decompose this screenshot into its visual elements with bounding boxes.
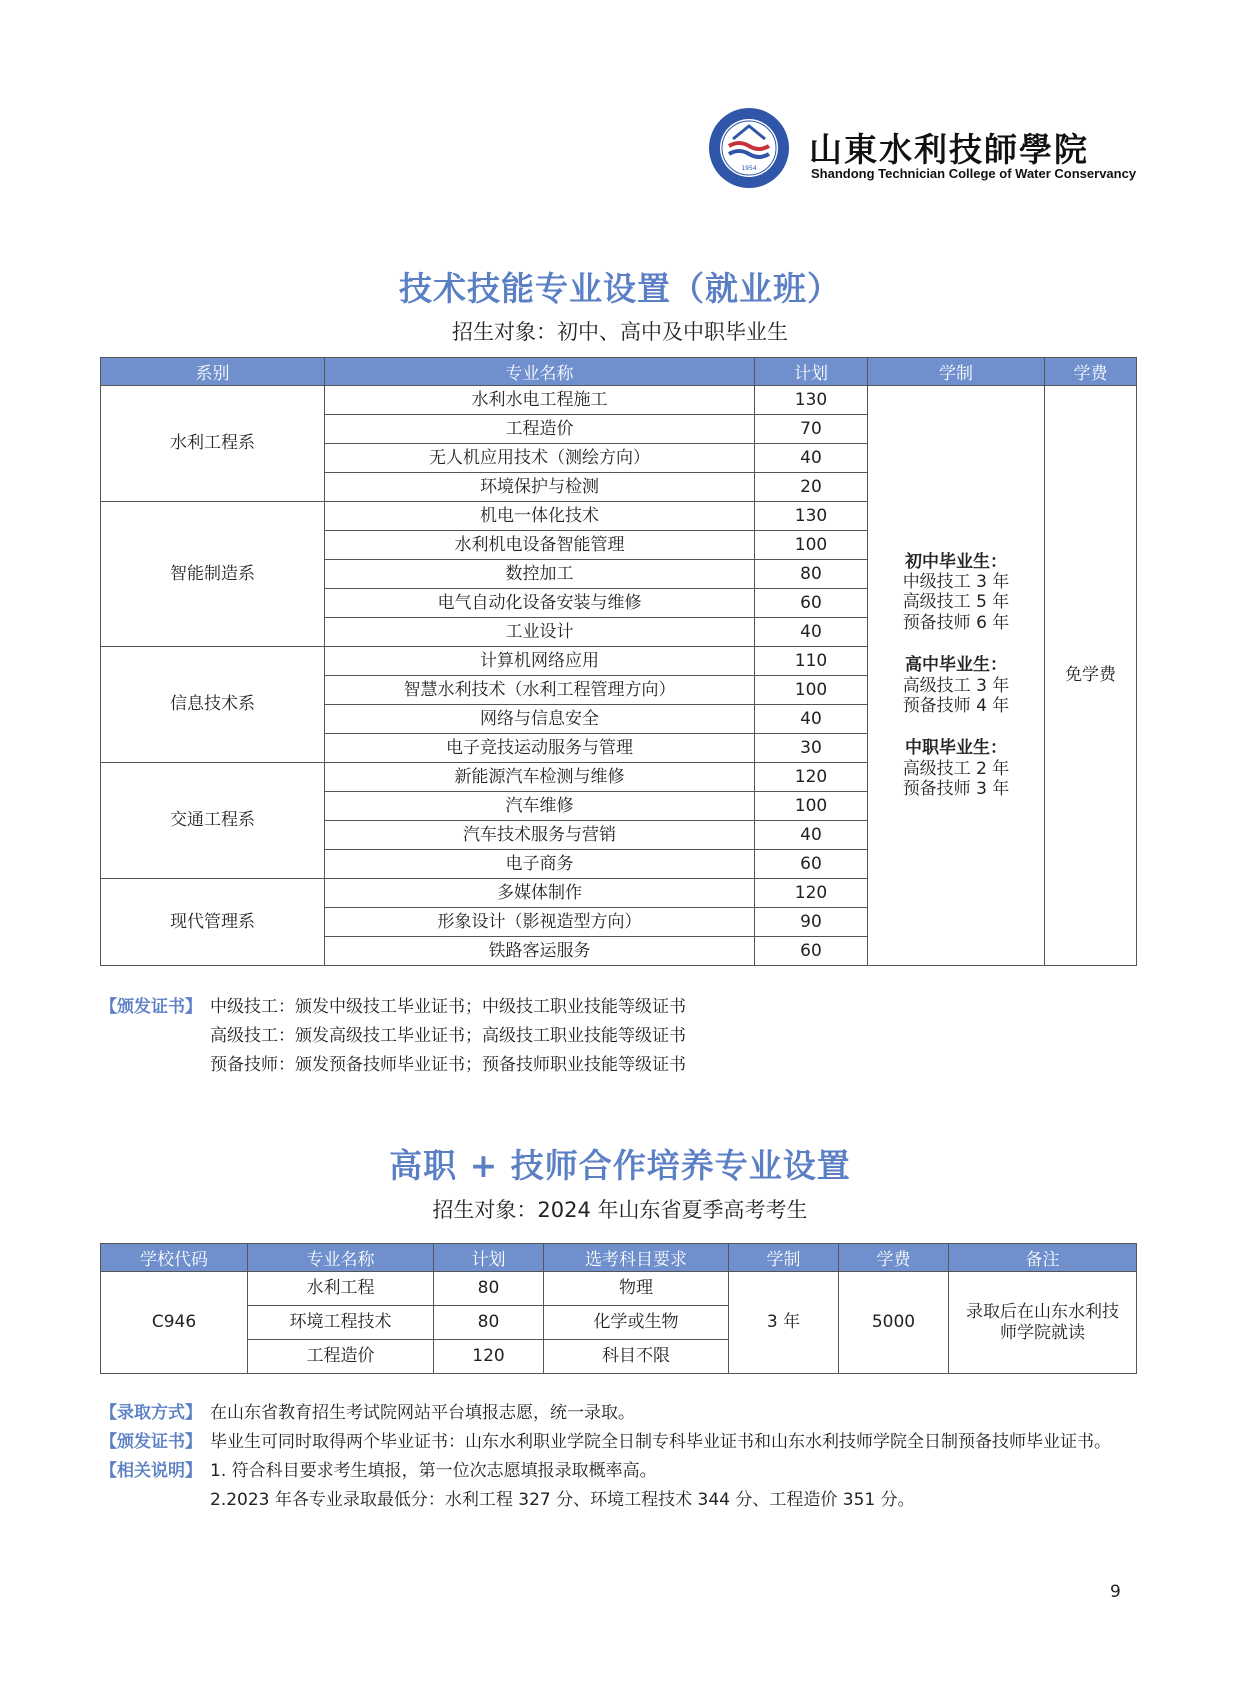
section1-subtitle: 招生对象：初中、高中及中职毕业生 (452, 320, 788, 344)
subject-requirement: 物理 (544, 1272, 729, 1306)
school-logo (707, 106, 1147, 196)
note-item (100, 1428, 1136, 1457)
department-name: 信息技术系 (101, 647, 325, 763)
major-name: 水利水电工程施工 (325, 386, 755, 415)
plan-count: 40 (755, 618, 868, 647)
duration-line: 高级技工 2 年 (902, 758, 1010, 779)
duration-line: 高级技工 3 年 (902, 675, 1010, 696)
col-header: 专业名称 (248, 1244, 434, 1272)
section2-title: 高职 + 技师合作培养专业设置 (389, 1146, 851, 1185)
plan-count: 130 (755, 502, 868, 531)
major-name: 环境工程技术 (248, 1306, 434, 1340)
school-name-en: Shandong Technician College of Water Conservancy (811, 166, 1137, 181)
plan-count: 100 (755, 676, 868, 705)
col-header: 选考科目要求 (544, 1244, 729, 1272)
plan-count: 100 (755, 792, 868, 821)
department-name: 现代管理系 (101, 879, 325, 966)
plan-count: 130 (755, 386, 868, 415)
major-name: 多媒体制作 (325, 879, 755, 908)
plan-count: 90 (755, 908, 868, 937)
col-header: 学制 (868, 358, 1045, 386)
major-name: 电子商务 (325, 850, 755, 879)
col-header: 学校代码 (101, 1244, 248, 1272)
major-name: 汽车技术服务与营销 (325, 821, 755, 850)
school-name-cn: 山東水利技師學院 (809, 130, 1089, 169)
plan-count: 40 (755, 821, 868, 850)
plan-count: 80 (434, 1306, 544, 1340)
major-name: 工业设计 (325, 618, 755, 647)
major-name: 数控加工 (325, 560, 755, 589)
plan-count: 60 (755, 937, 868, 966)
subject-requirement: 化学或生物 (544, 1306, 729, 1340)
duration: 3 年 (729, 1272, 839, 1374)
duration-group-title: 初中毕业生： (905, 551, 1007, 572)
major-name: 电子竞技运动服务与管理 (325, 734, 755, 763)
table-header-row (101, 1244, 1137, 1272)
major-name: 计算机网络应用 (325, 647, 755, 676)
major-name: 工程造价 (325, 415, 755, 444)
col-header: 学制 (729, 1244, 839, 1272)
school-seal-icon (707, 106, 791, 190)
major-name: 铁路客运服务 (325, 937, 755, 966)
plan-count: 40 (755, 444, 868, 473)
table-row (101, 386, 1137, 415)
major-name: 环境保护与检测 (325, 473, 755, 502)
cooperation-table (100, 1243, 1137, 1374)
note-item (100, 1457, 1136, 1515)
plan-count: 60 (755, 850, 868, 879)
plan-count: 120 (434, 1340, 544, 1374)
duration-group-title: 高中毕业生： (905, 655, 1007, 676)
tuition: 5000 (839, 1272, 949, 1374)
major-name: 电气自动化设备安装与维修 (325, 589, 755, 618)
major-name: 智慧水利技术（水利工程管理方向） (325, 676, 755, 705)
plan-count: 70 (755, 415, 868, 444)
majors-table (100, 357, 1137, 966)
note-line: 高级技工：颁发高级技工毕业证书；高级技工职业技能等级证书 (210, 1026, 686, 1046)
duration-cell (868, 386, 1045, 966)
col-header: 计划 (755, 358, 868, 386)
major-name: 水利工程 (248, 1272, 434, 1306)
department-name: 水利工程系 (101, 386, 325, 502)
table-row (101, 1272, 1137, 1306)
plan-count: 30 (755, 734, 868, 763)
plan-count: 80 (434, 1272, 544, 1306)
seal-year: 1954 (741, 165, 757, 172)
col-header: 备注 (949, 1244, 1137, 1272)
duration-line: 预备技师 6 年 (902, 612, 1010, 633)
note-line: 2.2023 年各专业录取最低分：水利工程 327 分、环境工程技术 344 分、工程造价 351 分。 (210, 1490, 915, 1510)
major-name: 水利机电设备智能管理 (325, 531, 755, 560)
note-line: 毕业生可同时取得两个毕业证书：山东水利职业学院全日制专科毕业证书和山东水利技师学院全日制预备技师毕业证书。 (210, 1432, 1111, 1452)
section2-subtitle: 招生对象：2024 年山东省夏季高考考生 (432, 1198, 808, 1222)
plan-count: 80 (755, 560, 868, 589)
plan-count: 20 (755, 473, 868, 502)
duration-line: 中级技工 3 年 (902, 571, 1010, 592)
col-header: 学费 (839, 1244, 949, 1272)
note-label: 【颁发证书】 (100, 997, 202, 1017)
certificate-notes (100, 993, 1136, 1080)
col-header: 系别 (101, 358, 325, 386)
note-label: 【相关说明】 (100, 1461, 202, 1481)
major-name: 形象设计（影视造型方向） (325, 908, 755, 937)
major-name: 工程造价 (248, 1340, 434, 1374)
plan-count: 120 (755, 879, 868, 908)
col-header: 学费 (1045, 358, 1137, 386)
duration-line: 预备技师 4 年 (902, 695, 1010, 716)
note-label: 【录取方式】 (100, 1403, 202, 1423)
department-name: 交通工程系 (101, 763, 325, 879)
plan-count: 120 (755, 763, 868, 792)
major-name: 无人机应用技术（测绘方向） (325, 444, 755, 473)
note-line: 预备技师：颁发预备技师毕业证书；预备技师职业技能等级证书 (210, 1055, 686, 1075)
plan-count: 100 (755, 531, 868, 560)
school-code: C946 (101, 1272, 248, 1374)
duration-group-title: 中职毕业生： (905, 738, 1007, 759)
tuition-cell: 免学费 (1045, 386, 1137, 966)
major-name: 新能源汽车检测与维修 (325, 763, 755, 792)
note-label: 【颁发证书】 (100, 1432, 202, 1452)
note-item (100, 1399, 1136, 1428)
col-header: 专业名称 (325, 358, 755, 386)
major-name: 汽车维修 (325, 792, 755, 821)
department-name: 智能制造系 (101, 502, 325, 647)
plan-count: 60 (755, 589, 868, 618)
major-name: 机电一体化技术 (325, 502, 755, 531)
major-name: 网络与信息安全 (325, 705, 755, 734)
subject-requirement: 科目不限 (544, 1340, 729, 1374)
plan-count: 110 (755, 647, 868, 676)
note-line: 1. 符合科目要求考生填报，第一位次志愿填报录取概率高。 (210, 1461, 657, 1481)
section1-title: 技术技能专业设置（就业班） (399, 269, 841, 308)
note-line: 中级技工：颁发中级技工毕业证书；中级技工职业技能等级证书 (210, 997, 686, 1017)
duration-line: 高级技工 5 年 (902, 592, 1010, 613)
remark: 录取后在山东水利技师学院就读 (949, 1272, 1137, 1374)
col-header: 计划 (434, 1244, 544, 1272)
plan-count: 40 (755, 705, 868, 734)
note-line: 在山东省教育招生考试院网站平台填报志愿，统一录取。 (210, 1403, 635, 1423)
table-header-row (101, 358, 1137, 386)
admission-notes (100, 1399, 1136, 1515)
duration-line: 预备技师 3 年 (902, 779, 1010, 800)
page-number: 9 (1110, 1582, 1121, 1602)
